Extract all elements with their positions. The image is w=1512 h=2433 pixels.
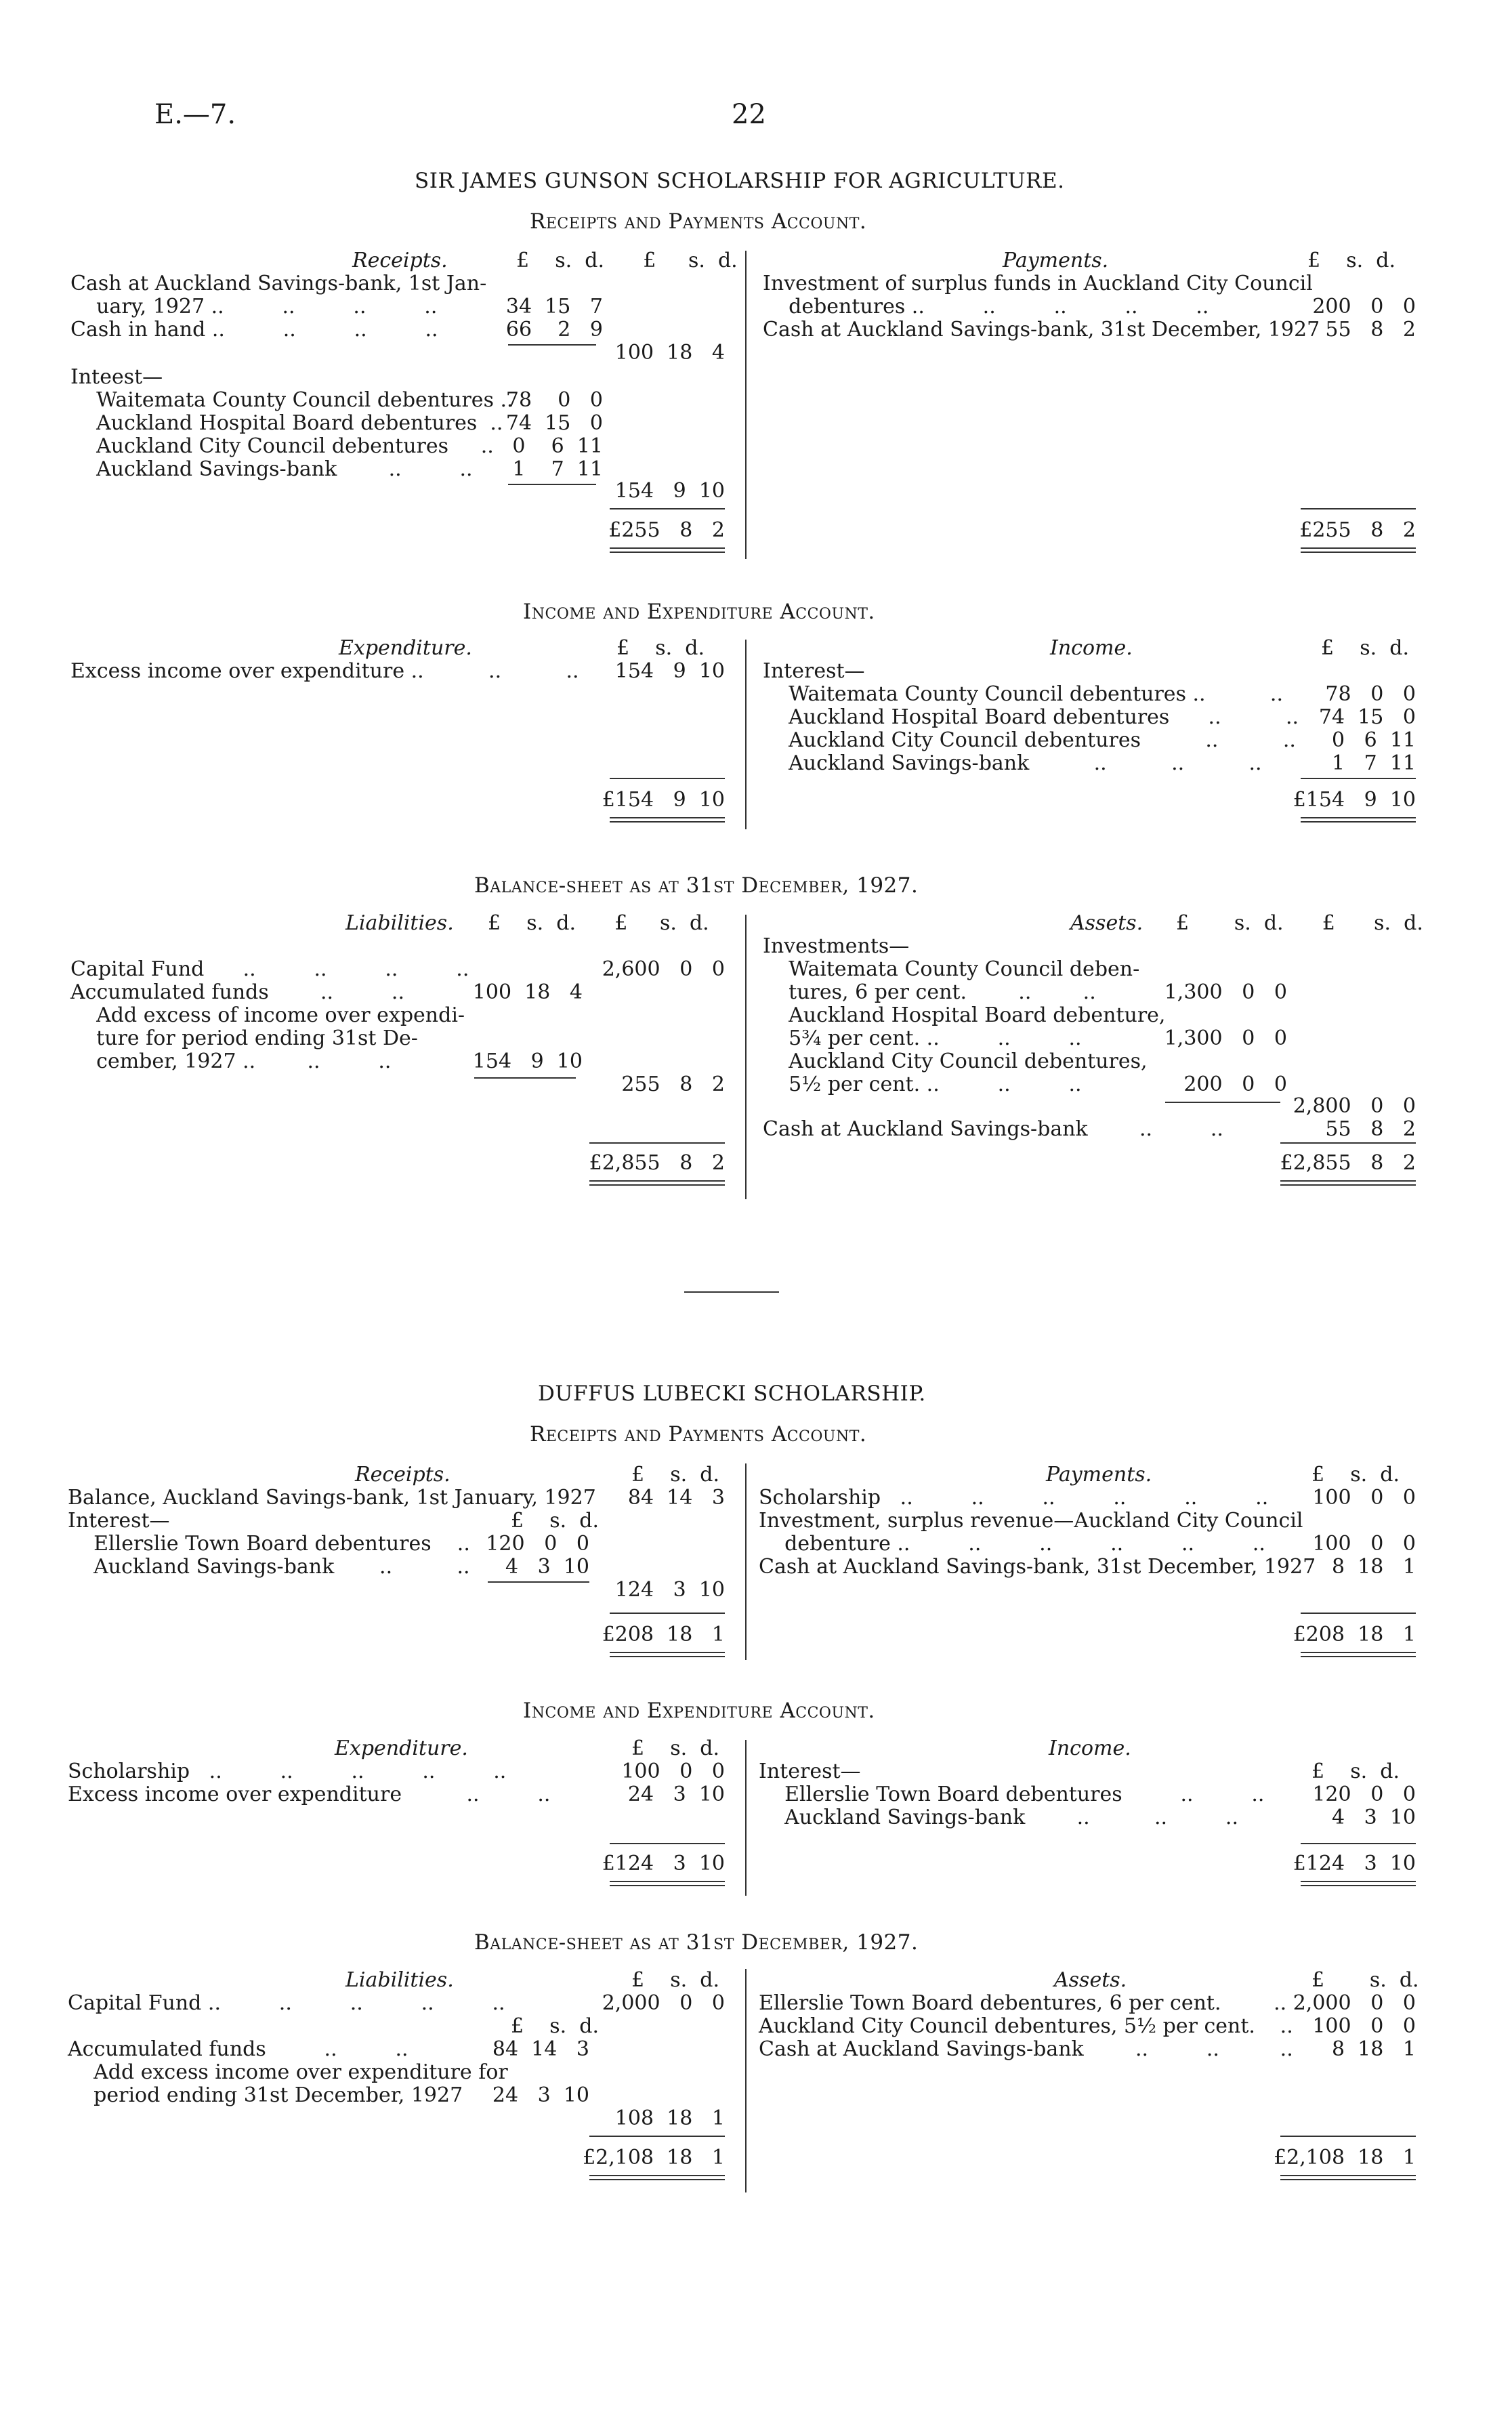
s2-exp-amt: 100 0 0 <box>621 1760 725 1783</box>
s1-rule <box>508 484 596 485</box>
s1-bs-divider <box>745 915 747 1199</box>
s2-exp-total: £124 3 10 <box>602 1852 725 1875</box>
s2-exp-line: Scholarship .. .. .. .. .. <box>68 1760 507 1783</box>
s1-receipt-line: Inteest— <box>70 365 163 389</box>
s1-receipt-line: Auckland Savings-bank .. .. <box>70 457 473 481</box>
s1-rule <box>1301 508 1416 510</box>
s1-payments-head: Payments. <box>1003 249 1109 272</box>
s2-receipts-head: Receipts. <box>355 1463 450 1486</box>
s1-asset-amt: 1,300 0 0 <box>1164 1026 1287 1050</box>
s2-inc-amt: 120 0 0 <box>1312 1783 1416 1806</box>
s1-asset-line: tures, 6 per cent. .. .. <box>763 980 1096 1004</box>
s1-bs-title: Balance-sheet as at 31st December, 1927. <box>474 873 919 898</box>
s1-receipts-head: Receipts. <box>352 249 448 272</box>
s1-double-rule <box>1301 547 1416 553</box>
s1-inc-amt: 1 7 11 <box>1331 751 1416 775</box>
s2-rule <box>1280 2136 1416 2137</box>
s1-liab-head: Liabilities. <box>345 911 454 935</box>
s2-rule <box>589 2136 725 2137</box>
s1-rule <box>610 778 725 779</box>
s2-payment-line: Scholarship .. .. .. .. .. .. <box>759 1486 1269 1510</box>
s2-receipt-balance: 84 14 3 <box>627 1486 725 1510</box>
s2-double-rule <box>1280 2175 1416 2180</box>
s1-exp-line: Excess income over expenditure .. .. .. <box>70 659 579 683</box>
s1-inc-cols: £ s. d. <box>1321 636 1409 660</box>
s2-receipt-amt: 4 3 10 <box>505 1555 589 1579</box>
s2-receipts-total: £208 18 1 <box>602 1623 725 1646</box>
s1-receipt-sub2: 154 9 10 <box>614 479 725 503</box>
s2-asset-amt: .. 2,000 0 0 <box>1274 1991 1416 2015</box>
s1-asset-line: 5¾ per cent. .. .. .. <box>763 1026 1082 1050</box>
s2-asset-line: Auckland City Council debentures, 5½ per cent. <box>759 2014 1255 2038</box>
s1-inc-head: Income. <box>1050 636 1133 660</box>
s2-rule <box>610 1613 725 1614</box>
s2-liab-sub: 108 18 1 <box>614 2106 725 2130</box>
s1-assets-cols: £ s. d. £ s. d. <box>1176 911 1423 935</box>
s2-receipt-amt: 120 0 0 <box>486 1532 589 1556</box>
s1-inc-total: £154 9 10 <box>1293 788 1416 812</box>
s1-asset-line: 5½ per cent. .. .. .. <box>763 1073 1082 1096</box>
s1-asset-line: Cash at Auckland Savings-bank .. .. <box>763 1117 1223 1141</box>
s2-liab-head: Liabilities. <box>345 1968 454 1992</box>
s1-receipt-amt: 34 15 7 <box>505 295 603 318</box>
s2-payments-cols: £ s. d. <box>1311 1463 1400 1486</box>
s2-ie-title: Income and Expenditure Account. <box>523 1699 875 1723</box>
s1-rule <box>1165 1102 1280 1103</box>
s2-inc-line: Interest— <box>759 1760 861 1783</box>
s1-exp-head: Expenditure. <box>339 636 472 660</box>
s1-receipt-amt: 78 0 0 <box>505 388 603 412</box>
s1-receipt-amt: 74 15 0 <box>505 411 603 435</box>
s1-double-rule <box>610 547 725 553</box>
s1-excess: 154 9 10 <box>472 1049 583 1073</box>
s2-asset-amt: .. 8 18 1 <box>1280 2037 1416 2061</box>
section-separator <box>684 1291 779 1293</box>
s2-assets-cols: £ s. d. <box>1311 1968 1419 1992</box>
s2-payment-line: debenture .. .. .. .. .. .. <box>759 1532 1265 1556</box>
s2-excess: 24 3 10 <box>492 2083 589 2107</box>
s1-receipts-total: £255 8 2 <box>608 518 725 542</box>
s1-receipt-line: Auckland City Council debentures .. <box>70 434 494 458</box>
s1-receipt-line: Auckland Hospital Board debentures .. <box>70 411 503 435</box>
s1-exp-amt: 154 9 10 <box>614 659 725 683</box>
s1-inc-line: Interest— <box>763 659 865 683</box>
s2-payments-head: Payments. <box>1046 1463 1152 1486</box>
s1-payments-total: £255 8 2 <box>1299 518 1416 542</box>
s1-asset-line: Waitemata County Council deben- <box>763 957 1140 981</box>
s2-inc-line: Ellerslie Town Board debentures .. .. <box>759 1783 1265 1806</box>
s2-rule <box>1301 1613 1416 1614</box>
s1-exp-total: £154 9 10 <box>602 788 725 812</box>
s1-rule <box>589 1142 725 1144</box>
s1-receipts-cols: £ s. d. £ s. d. <box>516 249 738 272</box>
s1-payment-line: Cash at Auckland Savings-bank, 31st December, 1927 <box>763 318 1320 341</box>
s1-payment-line: Investment of surplus funds in Auckland City Council <box>763 272 1313 295</box>
s1-receipt-amt: 66 2 9 <box>505 318 603 341</box>
s1-receipt-amt: 1 7 11 <box>512 457 603 481</box>
s1-receipt-line: Cash in hand .. .. .. .. <box>70 318 438 341</box>
s2-inc-amt: 4 3 10 <box>1331 1806 1416 1829</box>
section1-title: SIR JAMES GUNSON SCHOLARSHIP FOR AGRICULTURE. <box>415 169 1065 193</box>
s2-receipt-line: Interest— <box>68 1509 170 1533</box>
s2-assets-total: £2,108 18 1 <box>1274 2146 1416 2169</box>
s1-double-rule <box>610 817 725 823</box>
s2-interest-cols: £ s. d. <box>511 1509 599 1533</box>
s1-rule <box>474 1077 576 1079</box>
s2-payment-line: Cash at Auckland Savings-bank, 31st December, 1927 <box>759 1555 1316 1579</box>
section2-title: DUFFUS LUBECKI SCHOLARSHIP. <box>538 1381 926 1406</box>
s1-asset-line: Auckland City Council debentures, <box>763 1049 1148 1073</box>
s1-rule <box>610 508 725 510</box>
s2-bs-title: Balance-sheet as at 31st December, 1927. <box>474 1930 919 1955</box>
s1-inc-amt: 74 15 0 <box>1318 705 1416 729</box>
s1-asset-line: Auckland Hospital Board debenture, <box>763 1003 1166 1027</box>
s1-assets-total: £2,855 8 2 <box>1280 1151 1416 1175</box>
s2-double-rule <box>1301 1881 1416 1886</box>
s2-accum-funds: 84 14 3 <box>492 2037 589 2061</box>
s2-double-rule <box>1301 1652 1416 1657</box>
s1-rule <box>1280 1142 1416 1144</box>
s1-asset-amt: 1,300 0 0 <box>1164 980 1287 1004</box>
s2-inner-cols: £ s. d. <box>511 2014 599 2038</box>
s2-rule <box>488 1581 589 1583</box>
s1-receipt-line: Waitemata County Council debentures .. <box>70 388 513 412</box>
s2-rp-divider <box>745 1463 747 1660</box>
s1-asset-amt: 200 0 0 <box>1183 1073 1287 1096</box>
s1-rule <box>508 344 596 346</box>
s2-liab-total: £2,108 18 1 <box>583 2146 725 2169</box>
s1-receipt-sub1: 100 18 4 <box>614 341 725 365</box>
s1-liab-line: Capital Fund .. .. .. .. <box>70 957 469 981</box>
s1-assets-head: Assets. <box>1070 911 1143 935</box>
s2-receipts-cols: £ s. d. <box>631 1463 719 1486</box>
s1-inc-line: Waitemata County Council debentures .. .. <box>763 682 1284 706</box>
s1-inc-line: Auckland City Council debentures .. .. <box>763 728 1296 752</box>
s2-receipt-line: Ellerslie Town Board debentures .. <box>68 1532 470 1556</box>
s2-assets-head: Assets. <box>1054 1968 1127 1992</box>
s1-liab-line: cember, 1927 .. .. .. <box>70 1049 392 1073</box>
s2-liab-line: Add excess income over expenditure for <box>68 2060 508 2084</box>
s1-investments-total: 2,800 0 0 <box>1293 1094 1416 1118</box>
s1-ie-title: Income and Expenditure Account. <box>523 600 875 624</box>
s2-rule <box>610 1843 725 1844</box>
s2-double-rule <box>610 1652 725 1657</box>
s1-accum-funds: 100 18 4 <box>472 980 583 1004</box>
s2-double-rule <box>610 1881 725 1886</box>
s1-inc-amt: 78 0 0 <box>1325 682 1416 706</box>
s2-asset-line: Cash at Auckland Savings-bank .. .. <box>759 2037 1219 2061</box>
s1-payment-line: debentures .. .. .. .. .. <box>763 295 1209 318</box>
s2-inc-line: Auckland Savings-bank .. .. .. <box>759 1806 1238 1829</box>
s1-exp-cols: £ s. d. <box>616 636 705 660</box>
s1-rp-divider <box>745 251 747 559</box>
s1-receipt-amt: 0 6 11 <box>512 434 603 458</box>
s2-payment-amt: 100 0 0 <box>1312 1486 1416 1510</box>
s2-asset-line: Ellerslie Town Board debentures, 6 per cent. <box>759 1991 1221 2015</box>
s2-payments-total: £208 18 1 <box>1293 1623 1416 1646</box>
s1-capital-fund: 2,600 0 0 <box>602 957 725 981</box>
s2-double-rule <box>589 2175 725 2180</box>
s2-liab-cols: £ s. d. <box>631 1968 719 1992</box>
s1-liab-line: ture for period ending 31st De- <box>70 1026 418 1050</box>
s2-asset-amt: .. 100 0 0 <box>1280 2014 1416 2038</box>
s1-liab-line: Accumulated funds .. .. <box>70 980 404 1004</box>
s1-inc-amt: 0 6 11 <box>1331 728 1416 752</box>
s2-inc-head: Income. <box>1049 1737 1131 1760</box>
s2-bs-divider <box>745 1969 747 2192</box>
s2-rp-title: Receipts and Payments Account. <box>530 1422 867 1447</box>
s1-liab-total: £2,855 8 2 <box>589 1151 725 1175</box>
s1-double-rule <box>1280 1180 1416 1186</box>
page-number: 22 <box>732 99 766 130</box>
s1-receipt-line: uary, 1927 .. .. .. .. <box>70 295 438 318</box>
s2-payment-amt: 8 18 1 <box>1331 1555 1416 1579</box>
s2-receipt-line: Auckland Savings-bank .. .. <box>68 1555 470 1579</box>
s1-liab-cols: £ s. d. £ s. d. <box>488 911 709 935</box>
s1-liab-sub: 255 8 2 <box>621 1073 725 1096</box>
s1-liab-line: Add excess of income over expendi- <box>70 1003 465 1027</box>
s1-rp-title: Receipts and Payments Account. <box>530 209 867 234</box>
s2-ie-divider <box>745 1740 747 1896</box>
s1-inc-line: Auckland Savings-bank .. .. .. <box>763 751 1262 775</box>
s2-receipt-sub: 124 3 10 <box>614 1578 725 1602</box>
page-ref: E.—7. <box>154 99 236 130</box>
s1-receipt-line: Cash at Auckland Savings-bank, 1st Jan- <box>70 272 487 295</box>
s1-payments-cols: £ s. d. <box>1307 249 1395 272</box>
s2-exp-head: Expenditure. <box>335 1737 468 1760</box>
s1-inc-line: Auckland Hospital Board debentures .. .. <box>763 705 1299 729</box>
s2-rule <box>1301 1843 1416 1844</box>
s2-inc-total: £124 3 10 <box>1293 1852 1416 1875</box>
s1-payment-amt: 200 0 0 <box>1312 295 1416 318</box>
s1-rule <box>1301 778 1416 779</box>
s2-liab-line: period ending 31st December, 1927 <box>68 2083 463 2107</box>
s1-ie-divider <box>745 640 747 829</box>
s1-asset-line: Investments— <box>763 934 910 958</box>
s2-exp-line: Excess income over expenditure .. .. <box>68 1783 551 1806</box>
s2-receipt-line: Balance, Auckland Savings-bank, 1st January, 1927 <box>68 1486 596 1510</box>
s2-liab-line: Accumulated funds .. .. <box>68 2037 408 2061</box>
s1-double-rule <box>589 1180 725 1186</box>
s2-exp-cols: £ s. d. <box>631 1737 719 1760</box>
s2-liab-line: Capital Fund .. .. .. .. .. <box>68 1991 505 2015</box>
s1-asset-cash: 55 8 2 <box>1325 1117 1416 1141</box>
s1-double-rule <box>1301 817 1416 823</box>
s2-payment-line: Investment, surplus revenue—Auckland City Council <box>759 1509 1303 1533</box>
s2-payment-amt: 100 0 0 <box>1312 1532 1416 1556</box>
s1-payment-amt: 55 8 2 <box>1325 318 1416 341</box>
s2-exp-amt: 24 3 10 <box>627 1783 725 1806</box>
s2-inc-cols: £ s. d. <box>1311 1760 1400 1783</box>
s2-capital-fund: 2,000 0 0 <box>602 1991 725 2015</box>
